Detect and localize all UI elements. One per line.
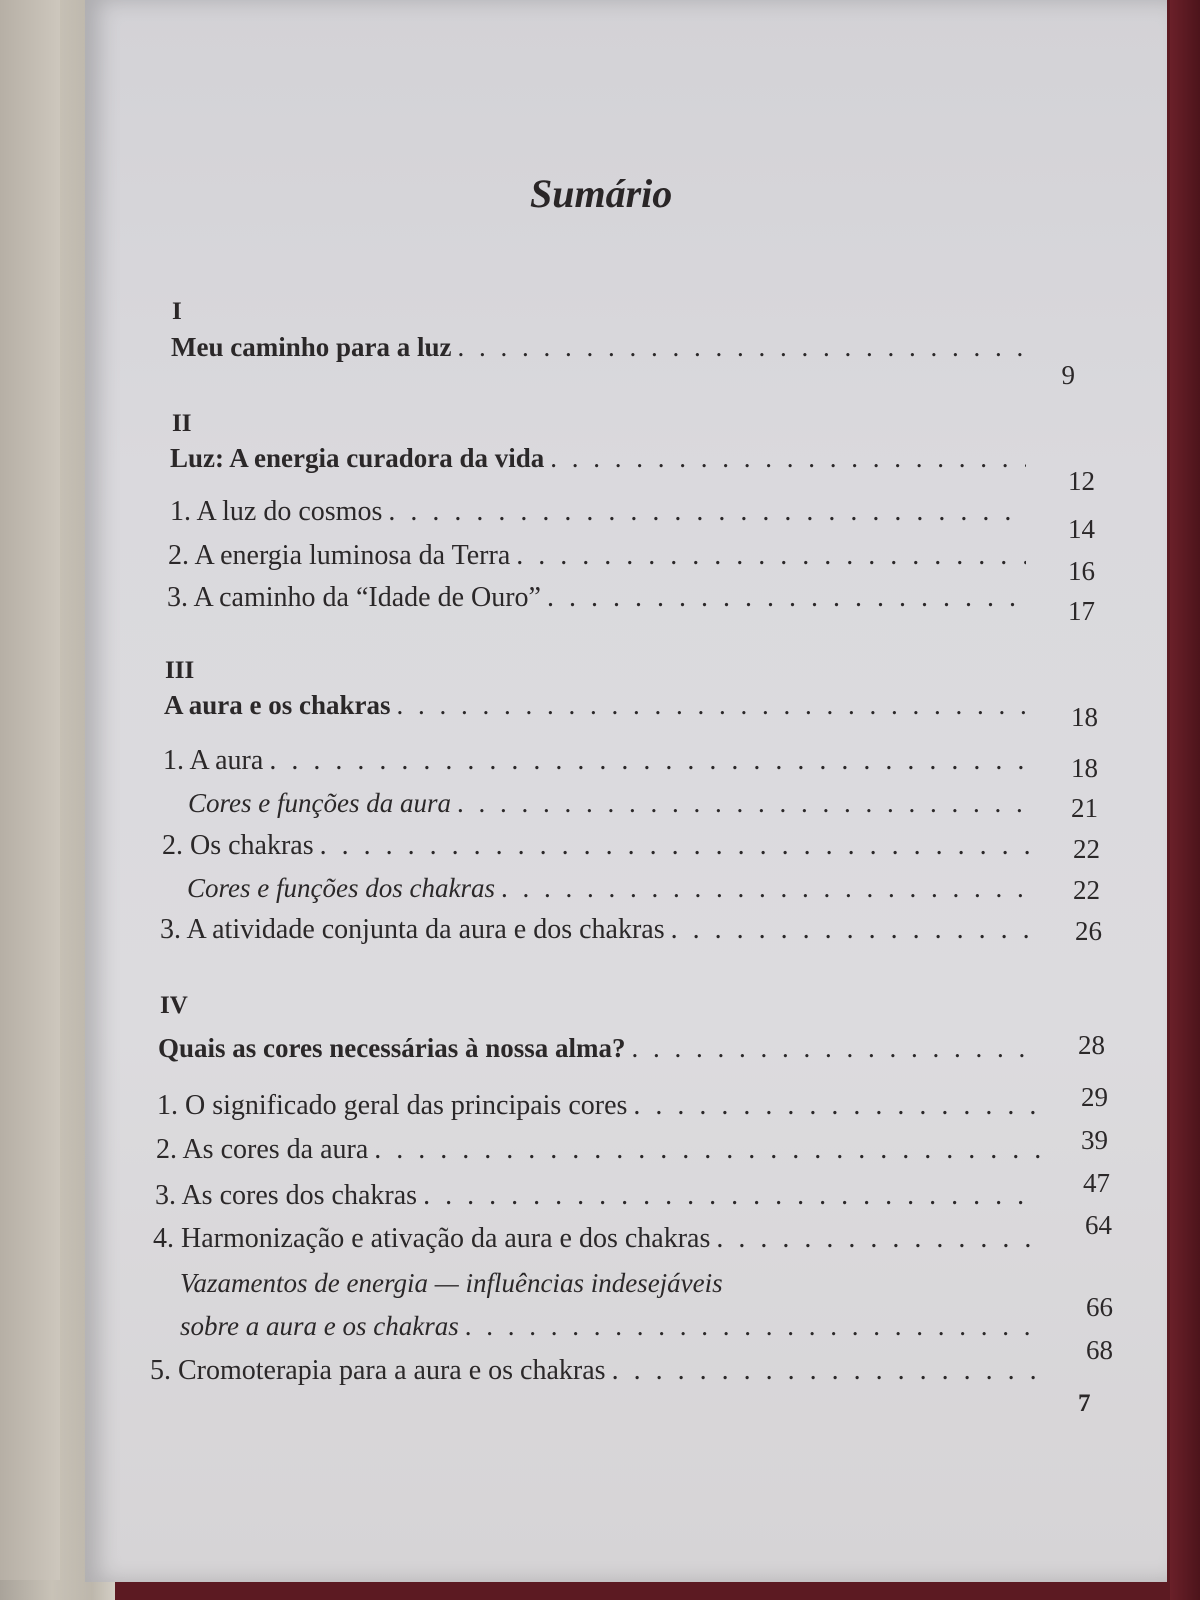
page-number: 68 [1086,1335,1113,1365]
page-number: 18 [1071,753,1098,783]
page-number: 18 [1071,702,1098,732]
page-number: 64 [1085,1210,1112,1240]
page-number: 22 [1073,834,1100,864]
dot-leader [320,830,1032,862]
chapter-heading-label: A aura e os chakras [164,690,391,720]
dot-leader [457,788,1030,819]
dot-leader [423,1180,1041,1212]
page-number: 21 [1071,793,1098,823]
chapter-heading-label: Quais as cores necessárias à nossa alma? [158,1033,626,1063]
dot-leader [397,690,1030,721]
toc-entry-label: 5. Cromoterapia para a aura e os chakras [150,1355,606,1386]
page-title: Sumário [530,171,673,216]
toc-subentry [187,873,1038,904]
chapter-heading [164,690,1036,721]
toc-entry [160,914,1040,946]
page-number: 14 [1068,514,1095,544]
dot-leader [550,443,1026,474]
page-number: 17 [1068,596,1095,626]
dot-leader [388,496,1026,528]
toc-entry [150,1355,1050,1387]
chapter-heading-label: Luz: A energia curadora da vida [170,443,545,473]
dot-leader [716,1223,1043,1255]
toc-subentry-line-one: Vazamentos de energia — influências indesejáveis [180,1268,723,1298]
toc-entry-label: 2. A energia luminosa da Terra [168,540,511,571]
toc-subentry [180,1311,1048,1342]
toc-entry-label: sobre a aura e os chakras [180,1311,459,1341]
toc-entry-label: 1. A aura [163,745,264,776]
page-number: 28 [1078,1030,1105,1060]
dot-leader [458,332,1026,363]
toc-entry [170,496,1032,528]
chapter-number: II [172,410,192,437]
chapter-heading [171,332,1031,363]
toc-entry [155,1180,1047,1212]
page-number: 39 [1081,1125,1108,1155]
toc-subentry [188,788,1036,819]
dot-leader [374,1134,1040,1166]
toc-entry-label: 3. A caminho da “Idade de Ouro” [167,582,541,613]
page-number: 47 [1083,1168,1110,1198]
page-number: 22 [1073,875,1100,905]
toc-entry [153,1223,1049,1255]
toc-entry-label: 3. As cores dos chakras [155,1180,418,1211]
page-number: 26 [1075,916,1102,946]
toc-entry-label: 2. As cores da aura [156,1134,369,1165]
chapter-heading [170,443,1032,474]
toc-entry [156,1134,1046,1166]
page-number: 66 [1086,1292,1113,1322]
page-number: 16 [1068,556,1095,586]
toc-entry [163,745,1036,777]
chapter-heading [158,1033,1044,1064]
chapter-number: III [165,657,195,684]
folio-page-number: 7 [1078,1390,1091,1417]
chapter-heading-label: Meu caminho para a luz [171,332,452,362]
toc-entry-label: Cores e funções da aura [188,788,451,818]
toc-entry-label: 4. Harmonização e ativação da aura e dos chakras [153,1223,711,1254]
dot-leader [632,1033,1038,1064]
toc-entry-label: 1. O significado geral das principais cores [157,1090,628,1121]
page-number: 9 [1061,360,1075,390]
toc-entry-label: 1. A luz do cosmos [170,496,383,527]
toc-entry [167,582,1032,614]
toc-entry-label: 3. A atividade conjunta da aura e dos chakras [160,914,665,945]
dot-leader [671,914,1034,946]
dot-leader [633,1090,1039,1122]
chapter-number: IV [160,992,188,1019]
dot-leader [612,1355,1044,1387]
toc-entry-label: 2. Os chakras [162,830,314,861]
dot-leader [269,745,1030,777]
dot-leader [465,1311,1042,1342]
page-number: 29 [1081,1082,1108,1112]
dot-leader [501,873,1032,904]
dot-leader [516,540,1026,572]
toc-entry [162,830,1038,862]
toc-entry [157,1090,1045,1122]
dot-leader [547,582,1026,614]
page-number: 12 [1068,466,1095,496]
toc-entry-label: Cores e funções dos chakras [187,873,495,903]
chapter-number: I [172,298,182,325]
toc-entry [168,540,1032,572]
